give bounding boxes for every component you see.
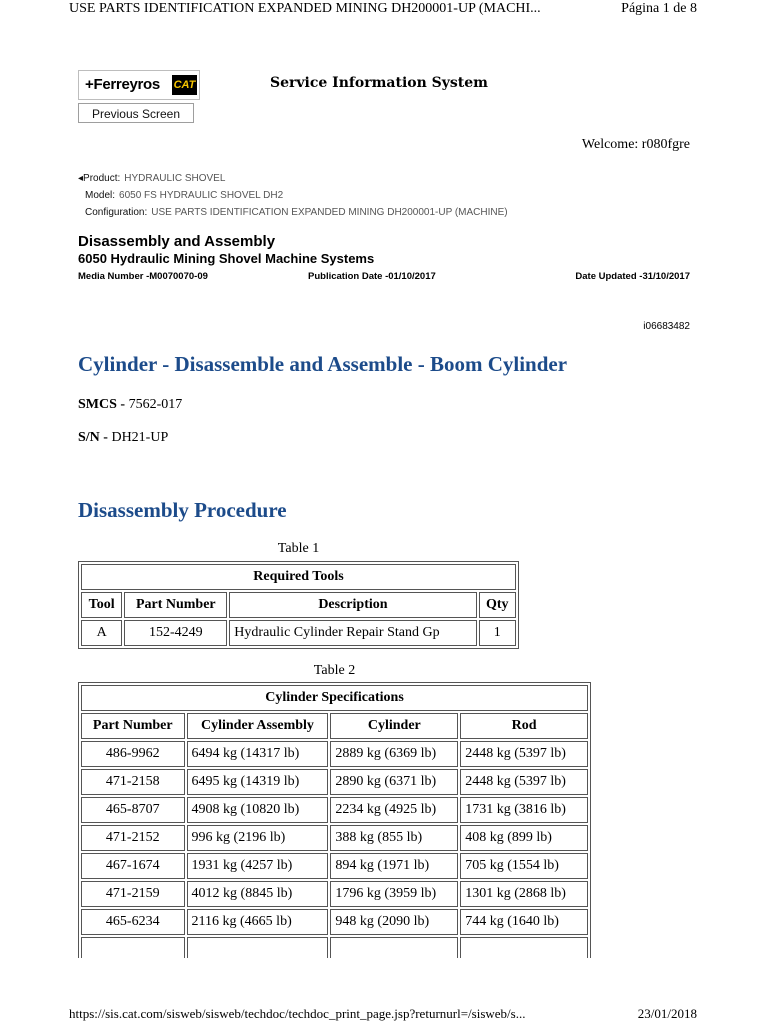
image-id: i06683482 xyxy=(643,321,690,332)
table-cell: 465-6234 xyxy=(81,909,185,935)
table-row xyxy=(81,825,588,851)
welcome-text: Welcome: r080fgre xyxy=(581,137,690,152)
smcs-label: SMCS - xyxy=(78,397,126,412)
table-row xyxy=(81,741,588,767)
column-header: Qty xyxy=(479,592,516,618)
sn-label: S/N - xyxy=(78,430,108,445)
table1-caption: Table 1 xyxy=(277,541,320,556)
table-cell: 948 kg (2090 lb) xyxy=(330,909,458,935)
product-meta xyxy=(78,170,508,221)
column-header: Cylinder Assembly xyxy=(187,713,329,739)
table-cell: 2448 kg (5397 lb) xyxy=(460,769,588,795)
print-header xyxy=(0,0,768,18)
table-cell: 744 kg (1640 lb) xyxy=(460,909,588,935)
cylinder-specifications-table xyxy=(78,682,591,966)
media-info-line xyxy=(78,271,690,285)
table-cell: 388 kg (855 lb) xyxy=(330,825,458,851)
column-header: Rod xyxy=(460,713,588,739)
table-cell: 6495 kg (14319 lb) xyxy=(187,769,329,795)
cat-logo-icon: CAT xyxy=(172,75,197,95)
table-column-row xyxy=(81,592,516,618)
table2-caption: Table 2 xyxy=(313,663,356,678)
table-cell: 465-8707 xyxy=(81,797,185,823)
section-heading: Disassembly Procedure xyxy=(78,498,287,522)
table-cell: 2234 kg (4925 lb) xyxy=(330,797,458,823)
table2-header: Cylinder Specifications xyxy=(81,685,588,711)
table-cell: 705 kg (1554 lb) xyxy=(460,853,588,879)
product-value: HYDRAULIC SHOVEL xyxy=(124,173,226,184)
print-footer-date: 23/01/2018 xyxy=(637,1006,697,1021)
table-cell: 467-1674 xyxy=(81,853,185,879)
table-cell: A xyxy=(81,620,122,646)
previous-screen-button[interactable]: Previous Screen xyxy=(78,103,194,123)
table-row xyxy=(81,909,588,935)
table-row xyxy=(81,881,588,907)
date-updated: Date Updated -31/10/2017 xyxy=(575,271,690,282)
model-label: Model: xyxy=(85,190,116,201)
model-row xyxy=(78,187,508,204)
table-cell: 1301 kg (2868 lb) xyxy=(460,881,588,907)
table-cell: 152-4249 xyxy=(124,620,227,646)
table-row xyxy=(81,797,588,823)
table-cell: 6494 kg (14317 lb) xyxy=(187,741,329,767)
page-break-mask xyxy=(0,958,768,1004)
column-header: Cylinder xyxy=(330,713,458,739)
table-cell: 1 xyxy=(479,620,516,646)
document-title: Disassembly and Assembly xyxy=(78,233,276,250)
table-cell: 1931 kg (4257 lb) xyxy=(187,853,329,879)
table-cell: 4908 kg (10820 lb) xyxy=(187,797,329,823)
table-row xyxy=(81,769,588,795)
table-cell: 1731 kg (3816 lb) xyxy=(460,797,588,823)
print-footer-url: https://sis.cat.com/sisweb/sisweb/techdoc/techdoc_print_page.jsp?returnurl=/sisweb/s... xyxy=(69,1006,526,1021)
table-cell: Hydraulic Cylinder Repair Stand Gp xyxy=(229,620,476,646)
table-cell: 1796 kg (3959 lb) xyxy=(330,881,458,907)
table-cell: 2448 kg (5397 lb) xyxy=(460,741,588,767)
smcs-line xyxy=(78,397,182,413)
table-cell: 471-2158 xyxy=(81,769,185,795)
serial-number-line xyxy=(78,430,168,446)
publication-date: Publication Date -01/10/2017 xyxy=(308,271,436,282)
service-information-system-title: Service Information System xyxy=(270,75,488,91)
configuration-value: USE PARTS IDENTIFICATION EXPANDED MINING DH200001-UP (MACHINE) xyxy=(151,207,508,218)
product-label[interactable]: ◂Product: xyxy=(78,173,121,184)
table-cell: 996 kg (2196 lb) xyxy=(187,825,329,851)
table-column-row xyxy=(81,713,588,739)
configuration-label: Configuration: xyxy=(85,207,148,218)
table1-header: Required Tools xyxy=(81,564,516,590)
print-footer xyxy=(0,1005,768,1023)
ferreyros-cat-logo xyxy=(78,70,200,100)
page-heading: Cylinder - Disassemble and Assemble - Boom Cylinder xyxy=(78,352,568,376)
table-header-row xyxy=(81,685,588,711)
column-header: Part Number xyxy=(124,592,227,618)
model-value: 6050 FS HYDRAULIC SHOVEL DH2 xyxy=(119,190,284,201)
table-cell: 486-9962 xyxy=(81,741,185,767)
table-cell: 2890 kg (6371 lb) xyxy=(330,769,458,795)
required-tools-table xyxy=(78,561,519,649)
column-header: Part Number xyxy=(81,713,185,739)
sn-value: DH21-UP xyxy=(111,430,169,445)
table-cell: 2889 kg (6369 lb) xyxy=(330,741,458,767)
column-header: Tool xyxy=(81,592,122,618)
logo-brand-text: +Ferreyros xyxy=(85,76,160,93)
smcs-value: 7562-017 xyxy=(128,397,183,412)
table-row xyxy=(81,853,588,879)
document-subtitle: 6050 Hydraulic Mining Shovel Machine Systems xyxy=(78,251,375,266)
table-cell: 894 kg (1971 lb) xyxy=(330,853,458,879)
product-row xyxy=(78,170,508,187)
table-cell: 408 kg (899 lb) xyxy=(460,825,588,851)
table-row xyxy=(81,620,516,646)
table-header-row xyxy=(81,564,516,590)
table-cell: 4012 kg (8845 lb) xyxy=(187,881,329,907)
table-cell: 471-2159 xyxy=(81,881,185,907)
print-header-page: Página 1 de 8 xyxy=(621,1,697,16)
configuration-row xyxy=(78,204,508,221)
column-header: Description xyxy=(229,592,476,618)
table-cell: 2116 kg (4665 lb) xyxy=(187,909,329,935)
media-number: Media Number -M0070070-09 xyxy=(78,271,208,282)
print-header-title: USE PARTS IDENTIFICATION EXPANDED MINING DH200001-UP (MACHI... xyxy=(69,1,541,16)
table-cell: 471-2152 xyxy=(81,825,185,851)
